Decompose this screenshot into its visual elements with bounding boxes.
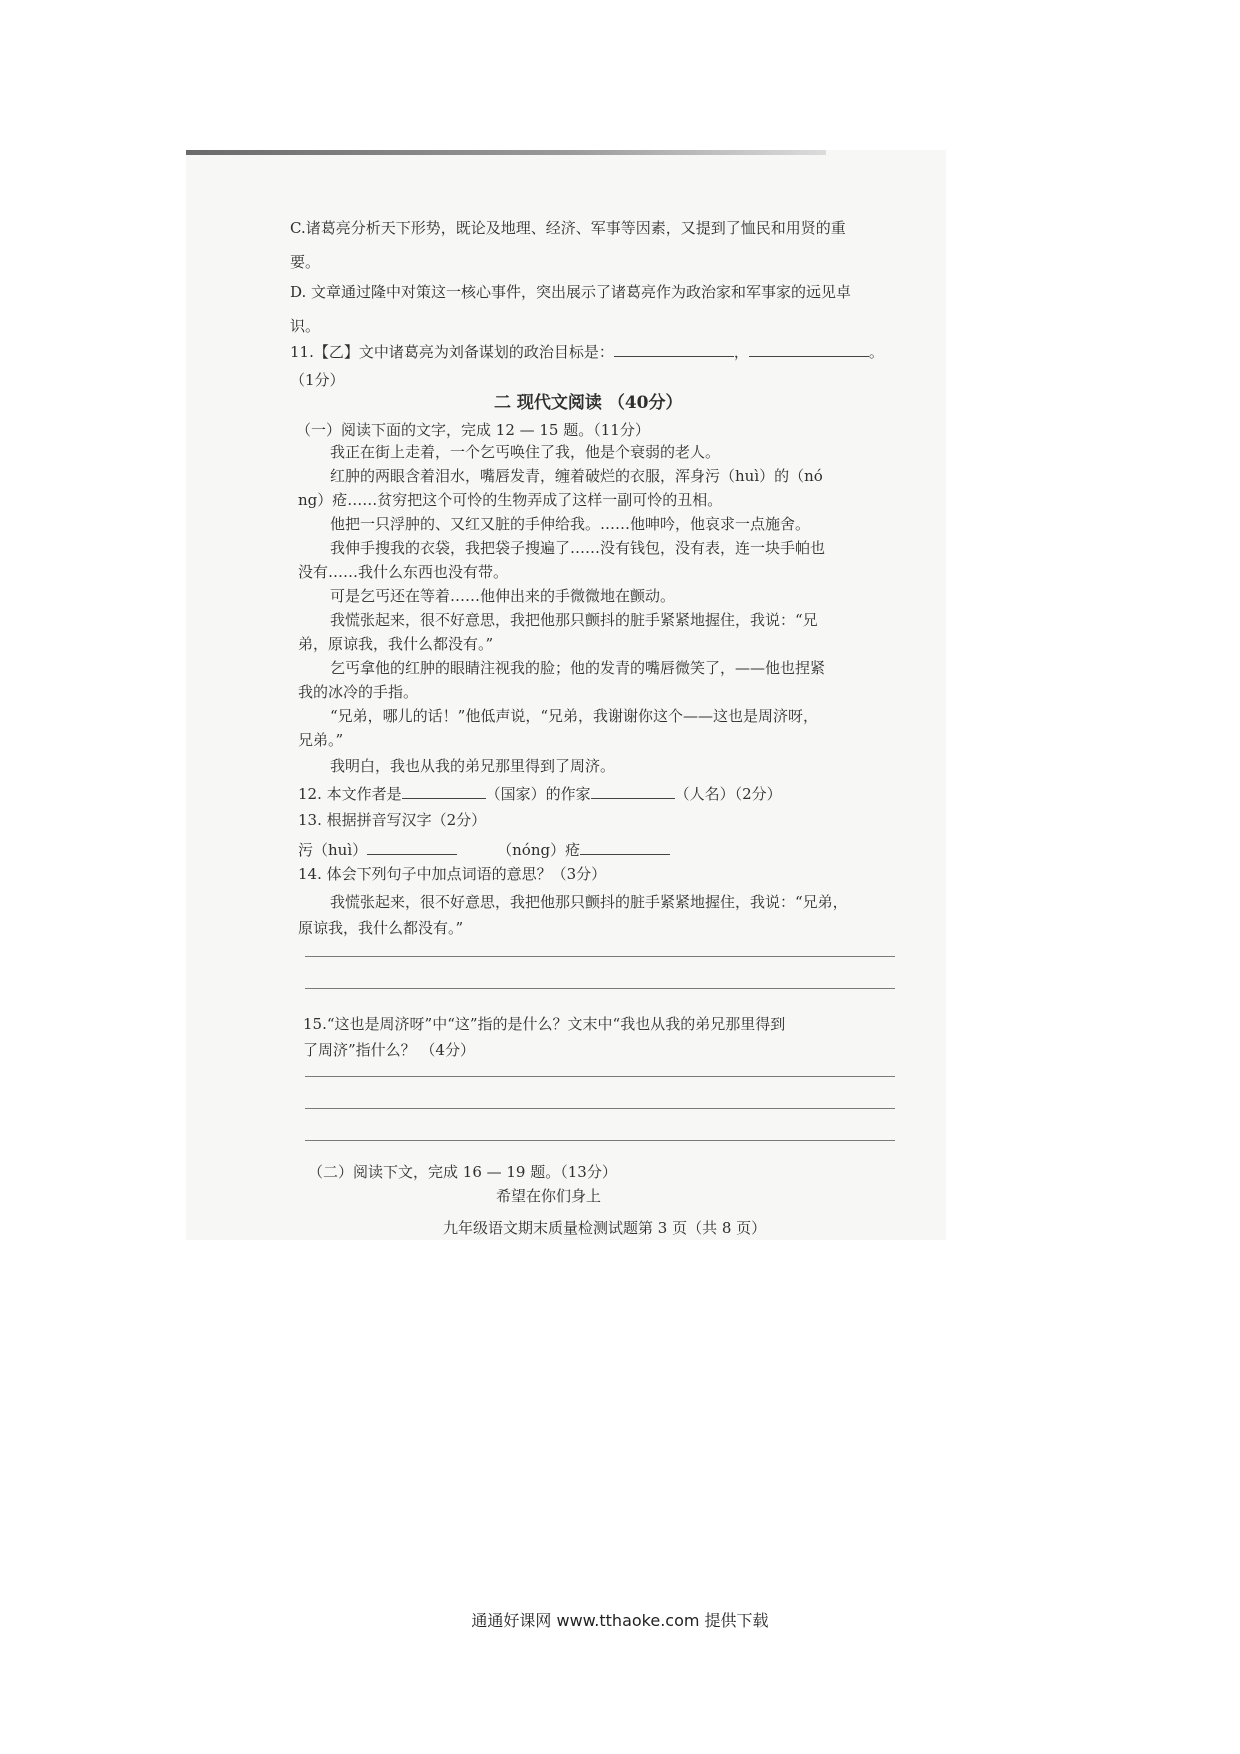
q12-country-blank[interactable] [402,784,486,799]
passage-line: 我伸手搜我的衣袋，我把袋子搜遍了……没有钱包，没有表，连一块手帕也 [330,539,826,557]
q12-name-blank[interactable] [591,784,675,799]
q11-comma: ， [733,343,749,361]
passage-line: 他把一只浮肿的、又红又脏的手伸给我。……他呻吟，他哀求一点施舍。 [330,515,811,533]
passage-line: 兄弟。” [298,731,344,749]
part-2-intro: （二）阅读下文，完成 16 — 19 题。（13分） [308,1163,617,1181]
q11-period: 。 [868,343,884,361]
q13-answers [298,840,670,860]
option-d-line2: 识。 [290,317,321,335]
q14-quote-line2: 原谅我，我什么都没有。” [298,919,464,937]
part-2-title: 希望在你们身上 [496,1187,602,1205]
passage-line: 没有……我什么东西也没有带。 [298,563,509,581]
section-2-title: 二 现代文阅读 （40分） [494,393,683,413]
q11-score: （1分） [290,371,345,389]
q13-word-a: 污（huì） [298,841,368,859]
passage-line: 我的冰冷的手指。 [298,683,419,701]
answer-line[interactable] [305,1076,895,1077]
part-1-intro: （一）阅读下面的文字，完成 12 — 15 题。（11分） [296,421,650,439]
passage-line: 乞丐拿他的红肿的眼睛注视我的脸；他的发青的嘴唇微笑了，——他也捏紧 [330,659,826,677]
q12-text-a: 12. 本文作者是 [298,785,402,803]
scan-top-edge [186,150,826,155]
passage-line: 可是乞丐还在等着……他伸出来的手微微地在颤动。 [330,587,676,605]
q11-blank-2[interactable] [749,342,869,357]
question-11-text: 11.【乙】文中诸葛亮为刘备谋划的政治目标是： [290,343,614,361]
passage-line: 我慌张起来，很不好意思，我把他那只颤抖的脏手紧紧地握住，我说：“兄 [330,611,818,629]
passage-line: 我正在街上走着，一个乞丐唤住了我，他是个衰弱的老人。 [330,443,721,461]
passage-line: “兄弟，哪儿的话！”他低声说，“兄弟，我谢谢你这个——这也是周济呀， [330,707,819,725]
q13-blank-a[interactable] [367,840,457,855]
option-c-line1: C.诸葛亮分析天下形势，既论及地理、经济、军事等因素，又提到了恤民和用贤的重 [290,219,846,237]
q12-text-c: （人名）（2分） [674,785,782,803]
passage-line: 我明白，我也从我的弟兄那里得到了周济。 [330,757,616,775]
answer-line[interactable] [305,1140,895,1141]
answer-line[interactable] [305,956,895,957]
q14-quote-line1: 我慌张起来，很不好意思，我把他那只颤抖的脏手紧紧地握住，我说：“兄弟， [330,893,848,911]
q12-text-b: （国家）的作家 [485,785,591,803]
q13-word-b: （nóng）疮 [497,841,581,859]
passage-line: ng）疮……贫穷把这个可怜的生物弄成了这样一副可怜的丑相。 [298,491,723,509]
question-15-line1: 15.“这也是周济呀”中“这”指的是什么？文末中“我也从我的弟兄那里得到 [303,1015,786,1033]
question-12 [298,784,782,804]
question-14: 14. 体会下列句子中加点词语的意思？（3分） [298,865,607,883]
question-13: 13. 根据拼音写汉字（2分） [298,811,487,829]
answer-line[interactable] [305,988,895,989]
passage-line: 红肿的两眼含着泪水，嘴唇发青，缠着破烂的衣服，浑身污（huì）的（nó [330,467,823,485]
q11-blank-1[interactable] [614,342,734,357]
question-11 [290,342,884,362]
page-footer: 九年级语文期末质量检测试题第 3 页（共 8 页） [443,1219,767,1237]
passage-line: 弟，原谅我，我什么都没有。” [298,635,494,653]
q13-blank-b[interactable] [580,840,670,855]
answer-line[interactable] [305,1108,895,1109]
download-watermark: 通通好课网 www.tthaoke.com 提供下载 [471,1611,769,1630]
option-d-line1: D. 文章通过隆中对策这一核心事件，突出展示了诸葛亮作为政治家和军事家的远见卓 [290,283,852,301]
question-15-line2: 了周济”指什么？ （4分） [303,1041,475,1059]
option-c-line2: 要。 [290,253,321,271]
